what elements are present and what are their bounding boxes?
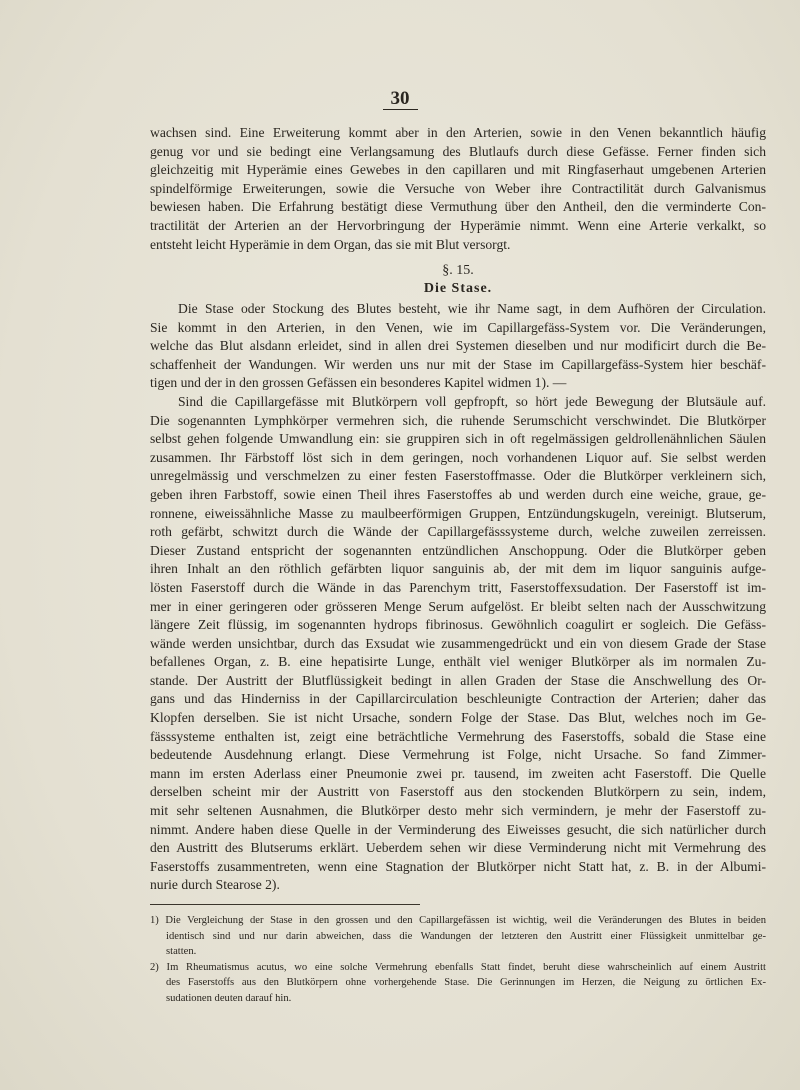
text-line: Die Stase oder Stockung des Blutes besteht, wie ihr Name sagt, in dem Aufhören der Circulation. — [178, 301, 766, 316]
text-line: spindelförmige Erweiterungen, sowie die Versuche von Weber ihre Contractilität durch Galvanismus — [150, 180, 766, 196]
text-line: längere Zeit flüssig, im sogenannten hydrops fibrinosus. Gewöhnlich coagulirt er sogleich. Die Gefäss- — [150, 617, 766, 633]
text-line: lösten Faserstoff durch die Wände in das Parenchym tritt, Faserstoffexsudation. Der Faserstoff ist im- — [150, 579, 766, 595]
text-line: tractilität der Arterien an der Hervorbringung der Hyperämie nimmt. Wenn eine Arterie verkalkt, so — [150, 217, 766, 233]
text-line: Klopfen derselben. Sie ist nicht Ursache, sondern Folge der Stase. Das Blut, welches noch im Ge- — [150, 710, 766, 726]
section-title: Die Stase. — [423, 281, 493, 296]
text-line: unregelmässig und verschmelzen zu einer festen Faserstoffmasse. Oder die Blutkörper verkleinern sich, — [150, 468, 766, 484]
text-line: gleichzeitig mit Hyperämie eines Gewebes in den capillaren und mit Ringfaserhaut umgebenen Arterien — [150, 162, 766, 178]
footnote-line: identisch sind und nur darin abweichen, dass die Wandungen der letzteren den Austritt einer Flüssigkeit unmittelbar ge- — [166, 930, 766, 942]
section-number: §. 15. — [442, 263, 474, 278]
text-line: wachsen sind. Eine Erweiterung kommt aber in den Arterien, sowie in den Venen bekanntlich häufig — [150, 125, 766, 140]
footnote-line: des Faserstoffs aus den Blutkörpern ohne vorhergehende Stase. Die Gerinnungen im Herzen, die Neigung zu örtlichen Ex- — [166, 977, 766, 988]
text-line: den Austritt des Blutserums erklärt. Ueberdem sehen wir diese Verminderung nicht mit Vermehrung des — [150, 840, 766, 856]
text-line: mann im ersten Aderlass einer Pneumonie zwei pr. tausend, im zweiten acht Faserstoff. Die Quelle — [150, 765, 766, 781]
text-line: schaffenheit der Wandungen. Wir werden uns nur mit der Stase im Capillargefäss-System hier beschäf- — [150, 356, 766, 372]
text-line: befallenes Organ, z. B. eine hepatisirte Lunge, enthält viel weniger Blutkörper als im normalen Zu- — [150, 654, 766, 670]
text-line: Faserstoffs zusammentreten, wenn eine Stagnation der Blutkörper nicht Statt hat, z. B. in der Albumi- — [150, 858, 766, 874]
text-line: roth gefärbt, schwitzt durch die Wände der Capillargefässsysteme durch, welche zuweilen zerreissen. — [150, 524, 766, 540]
text-line: welche das Blut alsdann erleidet, sind in allen drei Systemen dieselben und nur modificirt durch die Be- — [150, 338, 766, 354]
text-line: ihren Inhalt an den röthlich gefärbten liquor sanguinis ab, der mit dem im liquor sanguinis aufge- — [150, 561, 766, 577]
footnote-line: 1) Die Vergleichung der Stase in den grossen und den Capillargefässen ist wichtig, weil die Veränderungen des Blutes in beiden — [150, 915, 766, 926]
text-line: Dieser Zustand entspricht der sogenannten entzündlichen Anschoppung. Oder die Blutkörper geben — [150, 542, 766, 558]
page-number: 30 — [0, 88, 800, 110]
text-line: zusammen. Ihr Färbstoff löst sich in dem geringen, noch vorhandenen Liquor auf. Sie selbst werden — [150, 449, 766, 465]
text-line: stande. Der Austritt der Blutflüssigkeit bedingt in allen Graden der Stase die Anschwellung des Or- — [150, 672, 766, 688]
text-line: ronnene, eiweissähnliche Masse zu maulbeerförmigen Gruppen, Entzündungskugeln, vereinigt. Blutserum, — [150, 505, 766, 521]
text-line: geben ihren Farbstoff, sowie einen Theil ihres Faserstoffes ab und werden durch eine weiche, graue, ge- — [150, 486, 766, 502]
text-line: bewiesen haben. Die Erfahrung bestätigt diese Vermuthung über den Antheil, den die verminderte Con- — [150, 199, 766, 215]
text-line: mer in einer geringeren oder grösseren Menge Serum aufgelöst. Er bleibt selten nach der Ausschwitzung — [150, 598, 766, 614]
text-line: nurie durch Stearose 2). — [150, 877, 280, 893]
text-line: gans und das Hinderniss in der Capillarcirculation beschleunigte Contraction der Arterien; daher das — [150, 691, 766, 707]
text-line: Sind die Capillargefässe mit Blutkörpern voll gepfropft, so hört jede Bewegung der Blutsäule auf. — [178, 393, 766, 409]
text-line: nimmt. Andere haben diese Quelle in der Verminderung des Eiweisses gesucht, die sich natürlicher durch — [150, 821, 766, 837]
text-line: genug vor und sie bedingt eine Verlangsamung des Blutlaufs durch diese Gefässe. Ferner finden sich — [150, 143, 766, 159]
text-line: tigen und der in den grossen Gefässen ein besonderes Kapitel widmen 1). — — [150, 375, 567, 391]
text-line: bedeutende Ausdehnung erlangt. Diese Vermehrung ist Folge, nicht Ursache. So fand Zimmer- — [150, 747, 766, 763]
footnote-line: 2) Im Rheumatismus acutus, wo eine solche Vermehrung ebenfalls Statt findet, beruht diese wahrscheinlich auf einem Austritt — [150, 961, 766, 973]
body-text — [150, 300, 766, 895]
footnote-line: sudationen deuten darauf hin. — [166, 992, 292, 1004]
text-line: mit sehr seltenen Ausnahmen, die Blutkörper desto mehr sich vermindern, je mehr der Faserstoff zu- — [150, 803, 766, 819]
text-line: fässsysteme enthalten ist, zeigt eine beträchtliche Vermehrung des Faserstoffs, sobald die Stase eine — [150, 728, 766, 744]
footnotes — [150, 904, 766, 1006]
footnote-line: statten. — [166, 946, 197, 957]
section-heading — [150, 262, 766, 298]
text-line: derselben scheint mir der Austritt von Faserstoff aus den stockenden Blutkörpern zu sein, indem, — [150, 784, 766, 800]
text-line: wände werden unsichtbar, durch das Exsudat wie zusammengedrückt und ein von diesem Grade der Stase — [150, 635, 766, 651]
text-line: selbst gehen folgende Umwandlung ein: sie gruppiren sich in oft regelmässigen geldrollenähnlichen Säulen — [150, 431, 766, 447]
text-line: entsteht leicht Hyperämie in dem Organ, das sie mit Blut versorgt. — [150, 236, 511, 252]
text-line: Sie kommt in den Arterien, in den Venen, wie im Capillargefäss-System vor. Die Veränderungen, — [150, 319, 766, 335]
intro-paragraph — [150, 124, 766, 254]
text-line: Die sogenannten Lymphkörper vermehren sich, die ruhende Serumschicht verschwindet. Die Blutkörper — [150, 412, 766, 428]
